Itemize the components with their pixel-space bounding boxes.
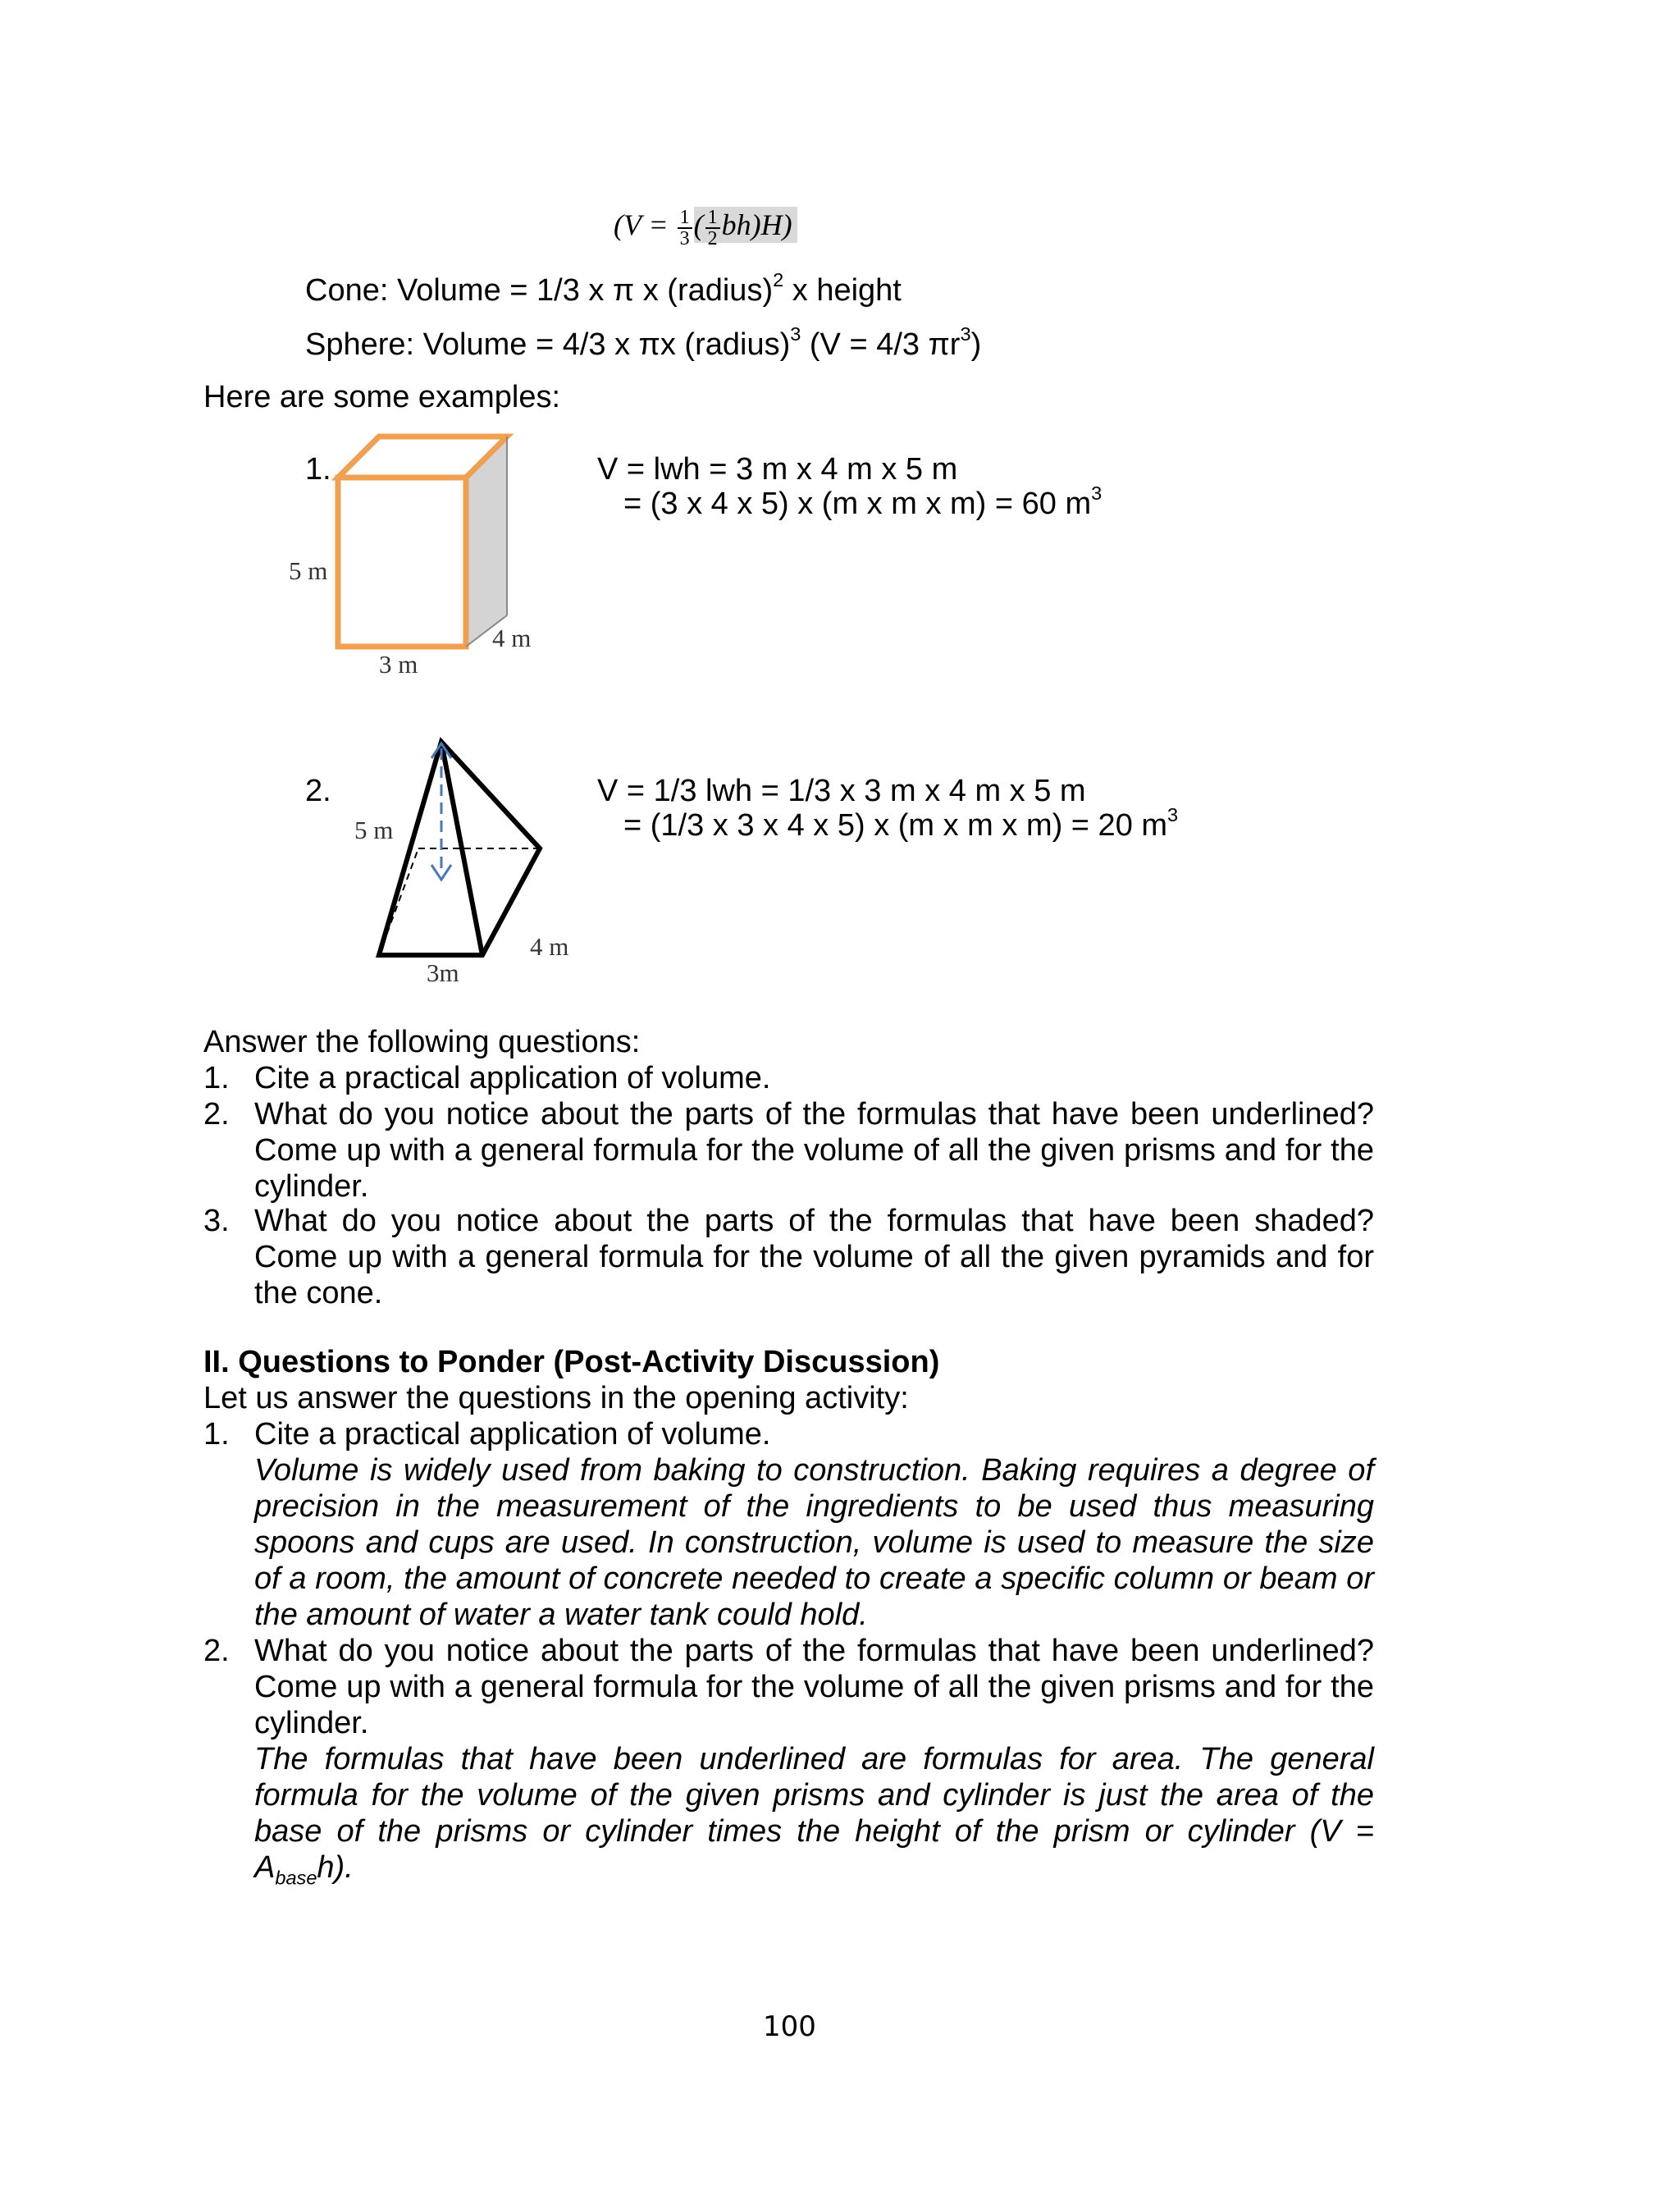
cone-formula — [305, 268, 902, 309]
fraction-denominator: 2 — [707, 227, 718, 249]
exponent: 3 — [1167, 803, 1179, 825]
shaded-base-area: ( $\frac{1}{2}$ bh)H) — [694, 207, 797, 243]
answer-subscript: base — [275, 1867, 317, 1889]
page-number: 100 — [763, 2010, 816, 2043]
question-line: Cite a practical application of volume. — [254, 1061, 771, 1095]
fraction-denominator: 3 — [679, 227, 690, 249]
examples-intro: Here are some examples: — [203, 380, 561, 414]
example2-formula-line2 — [623, 803, 1179, 844]
example1-depth-label: 4 m — [492, 624, 532, 652]
example2-formula-line1: V = 1/3 lwh = 1/3 x 3 m x 4 m x 5 m — [597, 774, 1086, 808]
question2-number: 2. — [203, 1097, 230, 1132]
fraction-one-third — [678, 208, 692, 249]
example2-depth-label: 4 m — [530, 932, 569, 961]
example2-number: 2. — [305, 774, 331, 808]
answer-line: the amount of water a water tank could hold. — [254, 1598, 868, 1632]
answer-line: Volume is widely used from baking to construction. Baking requires a degree of — [254, 1453, 1374, 1488]
example1-formula-line1: V = lwh = 3 m x 4 m x 5 m — [597, 452, 958, 487]
pyramid-formula — [614, 207, 797, 249]
answer-line: of a room, the amount of concrete needed to create a specific column or beam or — [254, 1561, 1374, 1596]
example1-height-label: 5 m — [289, 556, 328, 585]
question1-text — [254, 1060, 1374, 1096]
question3-text — [254, 1203, 1374, 1311]
sphere-formula — [305, 322, 982, 363]
exponent: 3 — [1091, 482, 1102, 504]
question-line: What do you notice about the parts of the formulas that have been underlined? — [254, 1097, 1374, 1132]
sphere-formula-end: ) — [970, 327, 982, 362]
cone-formula-text: Cone: Volume = 1/3 x π x (radius) — [305, 273, 774, 308]
fraction-numerator: 1 — [705, 208, 720, 229]
example1-formula-line2 — [623, 482, 1102, 522]
ponder-q1-number: 1. — [203, 1417, 230, 1452]
prism-front-face — [338, 478, 466, 647]
answer-end: h). — [317, 1850, 354, 1885]
formula-prefix: (V = — [614, 208, 669, 241]
ponder-q1-text: Cite a practical application of volume. — [254, 1417, 771, 1452]
question-line: What do you notice about the parts of the formulas that have been underlined? — [254, 1634, 1374, 1668]
formula-shaded-text: bh)H) — [721, 208, 792, 241]
sphere-formula-mid: (V = 4/3 πr — [801, 327, 961, 362]
answer-line: base of the prisms or cylinder times the height of the prism or cylinder (V = — [254, 1814, 1374, 1849]
question2-text — [254, 1096, 1374, 1205]
example1-width-label: 3 m — [379, 650, 418, 679]
ponder-q2 — [254, 1633, 1374, 1889]
question-line: Come up with a general formula for the volume of all the given prisms and for the — [254, 1133, 1374, 1168]
ponder-q1 — [254, 1416, 1374, 1633]
question-line: Come up with a general formula for the volume of all the given prisms and for the — [254, 1670, 1374, 1704]
sphere-formula-text: Sphere: Volume = 4/3 x πx (radius) — [305, 327, 791, 362]
exponent: 2 — [773, 268, 784, 290]
fraction-one-half — [705, 208, 720, 249]
answer-last-line — [254, 1849, 1374, 1889]
section2-heading: II. Questions to Ponder (Post-Activity Discussion) — [203, 1345, 940, 1379]
pyramid-figure — [361, 730, 558, 968]
answer-area-symbol: A — [254, 1850, 276, 1885]
exponent: 3 — [960, 322, 971, 345]
question1-number: 1. — [203, 1061, 230, 1095]
answer-line: spoons and cups are used. In construction, volume is used to measure the size — [254, 1525, 1374, 1560]
pyramid-hidden-diagonal-edge — [379, 848, 418, 955]
exponent: 3 — [790, 322, 801, 345]
cone-formula-suffix: x height — [783, 273, 902, 308]
example2-height-label: 5 m — [354, 816, 394, 844]
example2-width-label: 3m — [427, 958, 459, 987]
answer-line: The formulas that have been underlined are formulas for area. The general — [254, 1742, 1374, 1776]
ponder-q2-number: 2. — [203, 1634, 230, 1668]
question-line: What do you notice about the parts of the formulas that have been shaded? — [254, 1204, 1374, 1238]
example2-formula-line2-text: = (1/3 x 3 x 4 x 5) x (m x m x m) = 20 m — [623, 808, 1168, 843]
answer-line: precision in the measurement of the ingredients to be used thus measuring — [254, 1489, 1374, 1524]
question-line: Come up with a general formula for the volume of all the given pyramids and for — [254, 1240, 1374, 1274]
fraction-numerator: 1 — [678, 208, 692, 229]
example1-number: 1. — [305, 452, 331, 487]
question-line: the cone. — [254, 1276, 383, 1310]
question-line: cylinder. — [254, 1169, 369, 1204]
example1-formula-line2-text: = (3 x 4 x 5) x (m x m x m) = 60 m — [623, 487, 1092, 521]
section2-intro: Let us answer the questions in the opening activity: — [203, 1381, 909, 1415]
question3-number: 3. — [203, 1204, 230, 1238]
questions-heading: Answer the following questions: — [203, 1025, 641, 1059]
answer-line: formula for the volume of the given prisms and cylinder is just the area of the — [254, 1778, 1374, 1813]
question-line: cylinder. — [254, 1706, 369, 1740]
